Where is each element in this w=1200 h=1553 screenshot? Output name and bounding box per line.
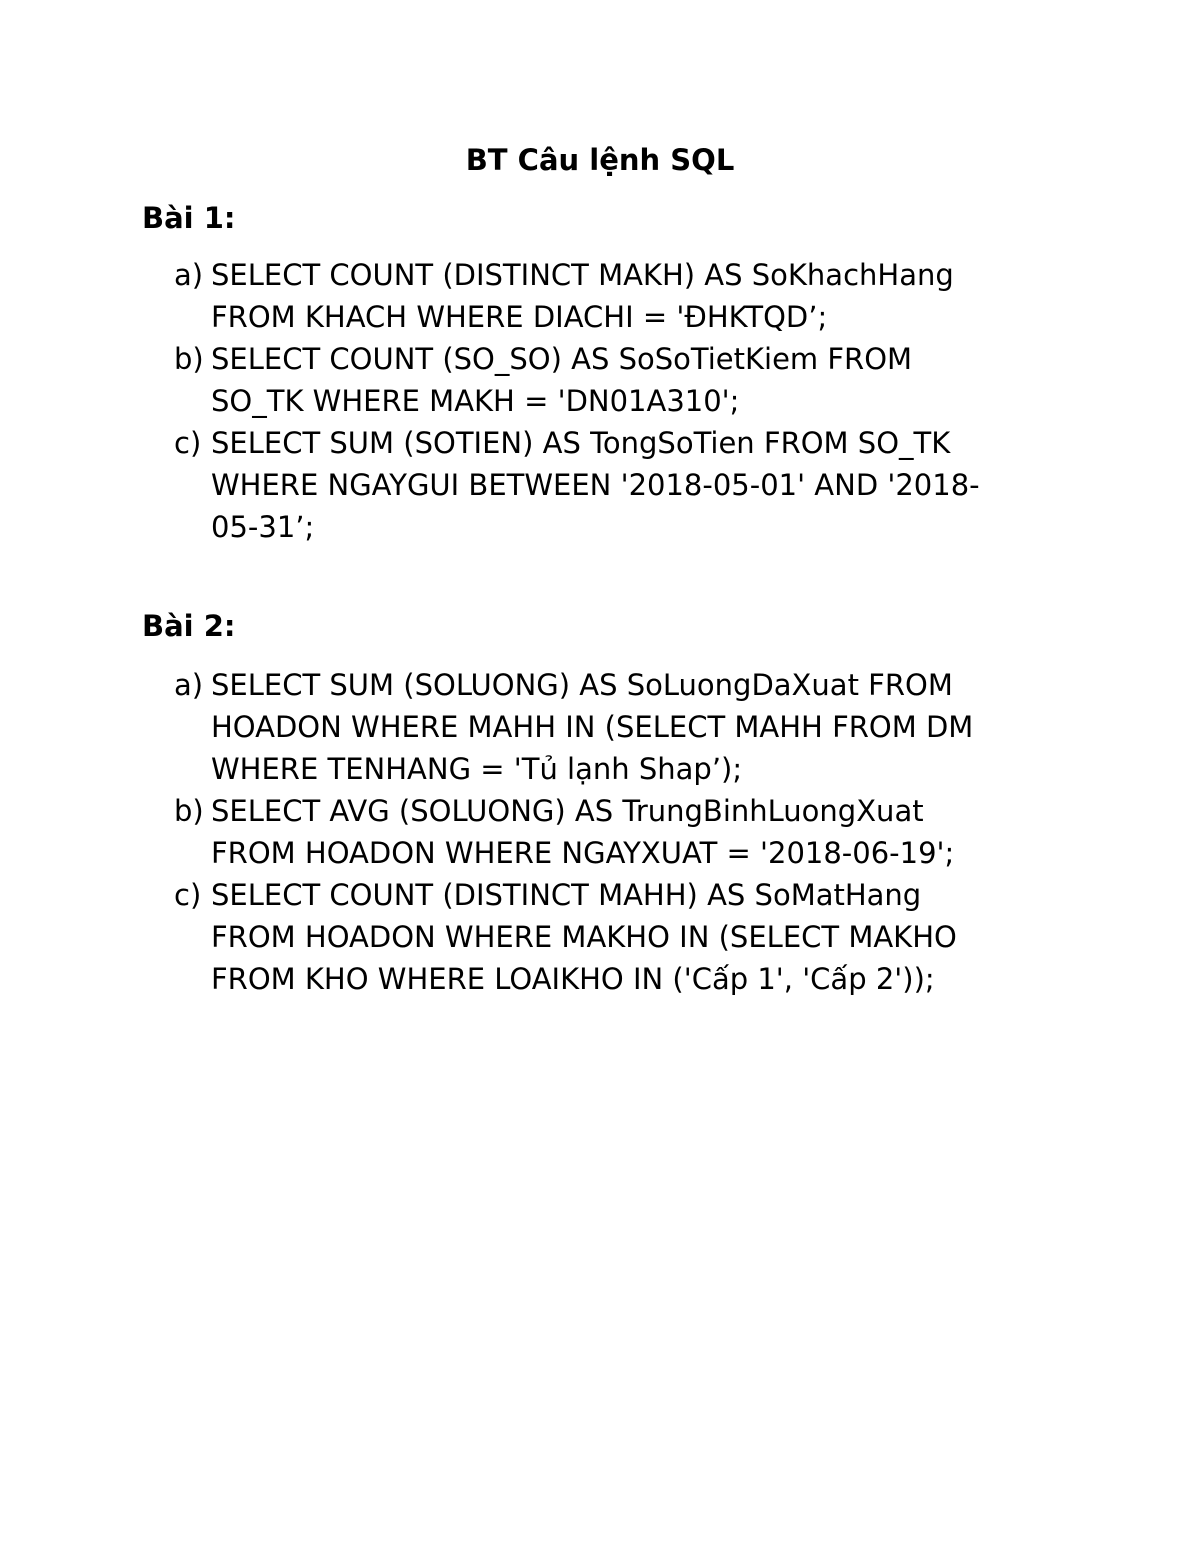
list-item	[0, 790, 1200, 874]
sql-statement	[211, 664, 1061, 790]
list-marker: c)	[174, 426, 202, 460]
question-list-bai-1	[0, 254, 1200, 548]
sql-statement	[211, 422, 1061, 548]
sql-line: HOADON WHERE MAHH IN (SELECT MAHH FROM DM	[211, 710, 974, 744]
sql-statement	[211, 790, 1061, 874]
document-title: BT Câu lệnh SQL	[465, 143, 735, 177]
sql-line: FROM HOADON WHERE NGAYXUAT = '2018-06-19';	[211, 836, 955, 870]
sql-statement	[211, 874, 1061, 1000]
sql-statement	[211, 338, 1061, 422]
sql-line: SELECT COUNT (SO_SO) AS SoSoTietKiem FROM	[211, 342, 913, 376]
list-item	[0, 874, 1200, 1000]
sql-line: SELECT SUM (SOLUONG) AS SoLuongDaXuat FROM	[211, 668, 953, 702]
sql-line: FROM KHACH WHERE DIACHI = 'ĐHKTQD’;	[211, 300, 828, 334]
sql-line: WHERE NGAYGUI BETWEEN '2018-05-01' AND '2018-	[211, 468, 980, 502]
list-item	[0, 664, 1200, 790]
sql-line: WHERE TENHANG = 'Tủ lạnh Shap’);	[211, 752, 743, 786]
sql-line: SELECT COUNT (DISTINCT MAKH) AS SoKhachHang	[211, 258, 954, 292]
list-marker: a)	[174, 668, 204, 702]
section-heading-bai-1: Bài 1:	[142, 201, 236, 235]
list-marker: c)	[174, 878, 202, 912]
sql-statement	[211, 254, 1061, 338]
list-item	[0, 254, 1200, 338]
sql-line: SELECT COUNT (DISTINCT MAHH) AS SoMatHang	[211, 878, 922, 912]
sql-line: SO_TK WHERE MAKH = 'DN01A310';	[211, 384, 740, 418]
list-marker: b)	[174, 794, 204, 828]
sql-line: FROM HOADON WHERE MAKHO IN (SELECT MAKHO	[211, 920, 957, 954]
list-item	[0, 422, 1200, 548]
list-marker: a)	[174, 258, 204, 292]
list-item	[0, 338, 1200, 422]
section-heading-bai-2: Bài 2:	[142, 609, 236, 643]
sql-line: SELECT SUM (SOTIEN) AS TongSoTien FROM SO_TK	[211, 426, 951, 460]
sql-line: 05-31’;	[211, 510, 315, 544]
list-marker: b)	[174, 342, 204, 376]
sql-line: FROM KHO WHERE LOAIKHO IN ('Cấp 1', 'Cấp 2'));	[211, 962, 935, 996]
question-list-bai-2	[0, 664, 1200, 1000]
sql-line: SELECT AVG (SOLUONG) AS TrungBinhLuongXuat	[211, 794, 924, 828]
